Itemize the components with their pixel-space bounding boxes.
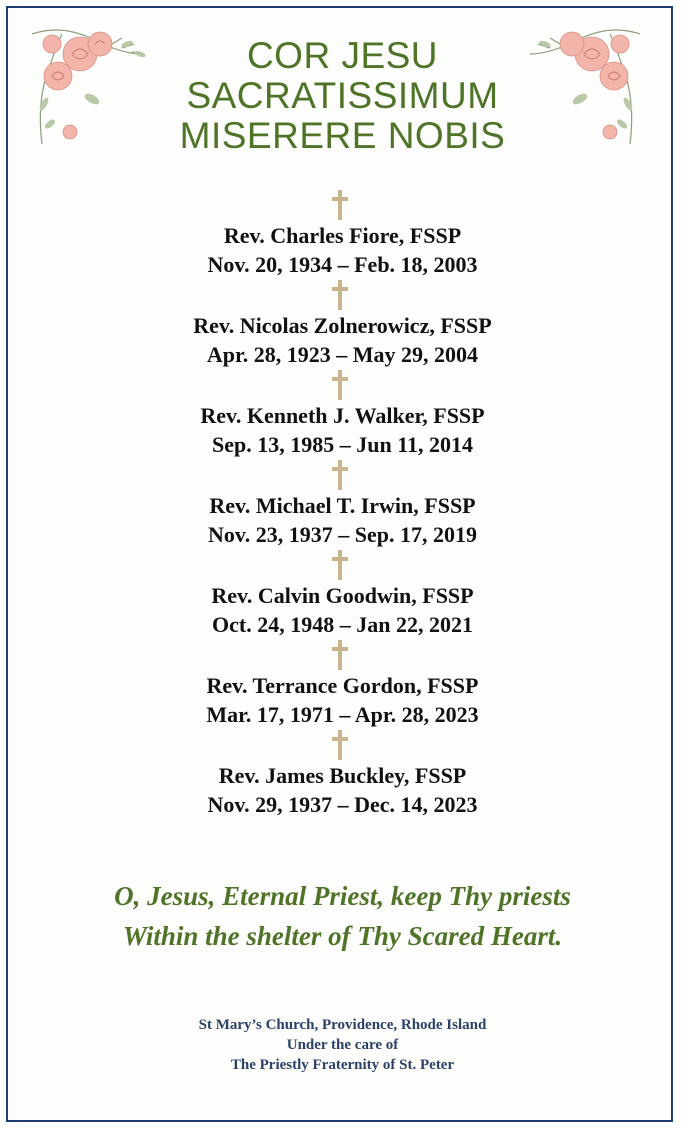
- cross-icon: [331, 190, 349, 220]
- list-item: [0, 190, 685, 280]
- cross-icon: [331, 280, 349, 310]
- footer-line: Under the care of: [286, 1037, 399, 1053]
- priest-dates: Apr. 28, 1923 – May 29, 2004: [206, 342, 479, 367]
- footer-line: St Mary’s Church, Providence, Rhode Island: [198, 1017, 487, 1033]
- cross-icon: [331, 640, 349, 670]
- priest-dates: Nov. 29, 1937 – Dec. 14, 2023: [207, 792, 478, 817]
- list-item: [0, 730, 685, 820]
- priest-name: Rev. James Buckley, FSSP: [218, 763, 467, 788]
- priest-dates: Oct. 24, 1948 – Jan 22, 2021: [212, 612, 473, 637]
- title: [0, 36, 685, 156]
- cross-icon: [331, 730, 349, 760]
- priest-dates: Nov. 23, 1937 – Sep. 17, 2019: [208, 522, 477, 547]
- priest-name: Rev. Michael T. Irwin, FSSP: [209, 493, 476, 518]
- list-item: [0, 640, 685, 730]
- footer-line: The Priestly Fraternity of St. Peter: [230, 1057, 455, 1073]
- title-line: MISERERE NOBIS: [179, 115, 506, 156]
- prayer-line: O, Jesus, Eternal Priest, keep Thy priests: [114, 881, 571, 911]
- prayer: [0, 876, 685, 956]
- cross-icon: [331, 460, 349, 490]
- priest-dates: Sep. 13, 1985 – Jun 11, 2014: [212, 432, 473, 457]
- priest-dates: Mar. 17, 1971 – Apr. 28, 2023: [206, 702, 479, 727]
- priest-name: Rev. Nicolas Zolnerowicz, FSSP: [193, 313, 492, 338]
- title-line: SACRATISSIMUM: [186, 75, 499, 116]
- cross-icon: [331, 550, 349, 580]
- cross-icon: [331, 370, 349, 400]
- list-item: [0, 550, 685, 640]
- list-item: [0, 280, 685, 370]
- prayer-line: Within the shelter of Thy Scared Heart.: [122, 921, 563, 951]
- title-line: COR JESU: [246, 35, 439, 76]
- footer: [0, 1015, 685, 1075]
- priest-name: Rev. Charles Fiore, FSSP: [223, 223, 462, 248]
- list-item: [0, 370, 685, 460]
- priest-dates: Nov. 20, 1934 – Feb. 18, 2003: [207, 252, 478, 277]
- memorial-list: [0, 190, 685, 820]
- priest-name: Rev. Calvin Goodwin, FSSP: [211, 583, 474, 608]
- priest-name: Rev. Terrance Gordon, FSSP: [206, 673, 479, 698]
- list-item: [0, 460, 685, 550]
- priest-name: Rev. Kenneth J. Walker, FSSP: [200, 403, 485, 428]
